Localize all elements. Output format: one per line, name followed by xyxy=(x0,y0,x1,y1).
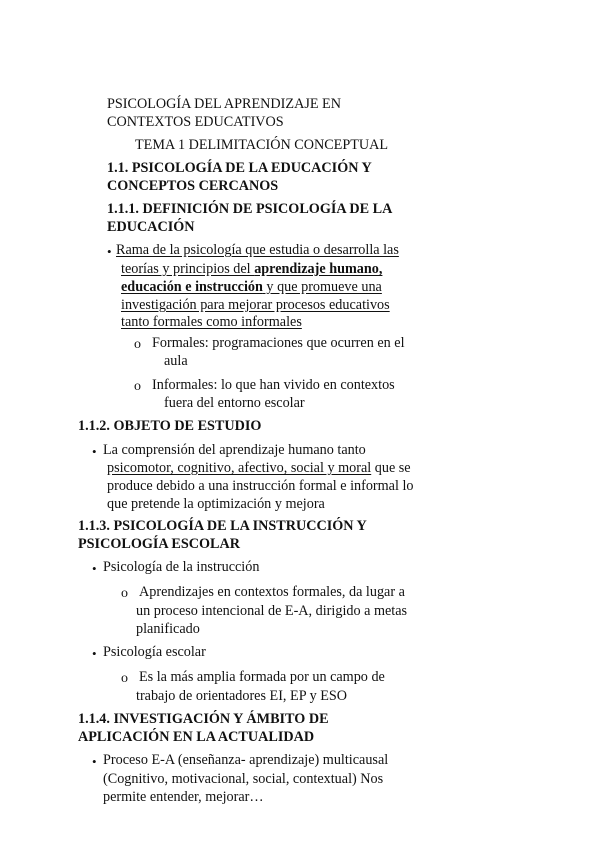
section-heading-1-1-3: 1.1.3. PSICOLOGÍA DE LA INSTRUCCIÓN Y xyxy=(78,518,367,534)
escolar-item: Psicología escolar xyxy=(103,644,206,660)
aprendizajes-line-3: planificado xyxy=(136,621,200,637)
informales-line-1: Informales: lo que han vivido en contextos xyxy=(152,377,395,393)
bullet-icon: • xyxy=(107,244,112,259)
bullet-icon: • xyxy=(92,646,97,661)
circle-bullet-icon: o xyxy=(121,586,128,601)
objeto-line-1: La comprensión del aprendizaje humano tanto xyxy=(103,442,366,458)
definition-line-5: tanto formales como informales xyxy=(121,314,302,330)
definition-line-4: investigación para mejorar procesos educativos xyxy=(121,297,390,313)
definition-line-3: educación e instrucción y que promueve una xyxy=(121,279,382,295)
section-heading-1-1-3-cont: PSICOLOGÍA ESCOLAR xyxy=(78,536,241,552)
objeto-line-2: psicomotor, cognitivo, afectivo, social y moral que se xyxy=(107,460,411,476)
informales-line-2: fuera del entorno escolar xyxy=(164,395,305,411)
section-heading-1-1-1: 1.1.1. DEFINICIÓN DE PSICOLOGÍA DE LA xyxy=(107,201,393,217)
doc-subtitle: TEMA 1 DELIMITACIÓN CONCEPTUAL xyxy=(135,137,389,153)
bullet-icon: • xyxy=(92,561,97,576)
section-heading-1-1: 1.1. PSICOLOGÍA DE LA EDUCACIÓN Y xyxy=(107,160,372,176)
definition-line-1: Rama de la psicología que estudia o desarrolla las xyxy=(116,242,399,258)
circle-bullet-icon: o xyxy=(121,671,128,686)
formales-line-2: aula xyxy=(164,353,188,369)
proceso-line-2: (Cognitivo, motivacional, social, contextual) Nos xyxy=(103,771,384,787)
section-heading-1-1-4: 1.1.4. INVESTIGACIÓN Y ÁMBITO DE xyxy=(78,711,329,727)
bullet-icon: • xyxy=(92,754,97,769)
instruccion-item: Psicología de la instrucción xyxy=(103,559,260,575)
section-heading-1-1-1-cont: EDUCACIÓN xyxy=(107,219,195,235)
circle-bullet-icon: o xyxy=(134,337,141,352)
aprendizajes-line-1: Aprendizajes en contextos formales, da lugar a xyxy=(139,584,405,600)
circle-bullet-icon: o xyxy=(134,379,141,394)
doc-title-line-2: CONTEXTOS EDUCATIVOS xyxy=(107,114,284,130)
doc-title-line-1: PSICOLOGÍA DEL APRENDIZAJE EN xyxy=(107,96,341,112)
section-heading-1-1-cont: CONCEPTOS CERCANOS xyxy=(107,178,279,194)
definition-line-2: teorías y principios del aprendizaje humano, xyxy=(121,261,383,277)
proceso-line-1: Proceso E-A (enseñanza- aprendizaje) multicausal xyxy=(103,752,389,768)
proceso-line-3: permite entender, mejorar… xyxy=(103,789,264,805)
section-heading-1-1-4-cont: APLICACIÓN EN LA ACTUALIDAD xyxy=(78,729,315,745)
objeto-line-3: produce debido a una instrucción formal e informal lo xyxy=(107,478,414,494)
section-heading-1-1-2: 1.1.2. OBJETO DE ESTUDIO xyxy=(78,418,262,434)
formales-line-1: Formales: programaciones que ocurren en el xyxy=(152,335,405,351)
aprendizajes-line-2: un proceso intencional de E-A, dirigido a metas xyxy=(136,603,408,619)
bullet-icon: • xyxy=(92,444,97,459)
objeto-line-4: que pretende la optimización y mejora xyxy=(107,496,325,512)
amplia-line-2: trabajo de orientadores EI, EP y ESO xyxy=(136,688,348,704)
amplia-line-1: Es la más amplia formada por un campo de xyxy=(139,669,385,685)
